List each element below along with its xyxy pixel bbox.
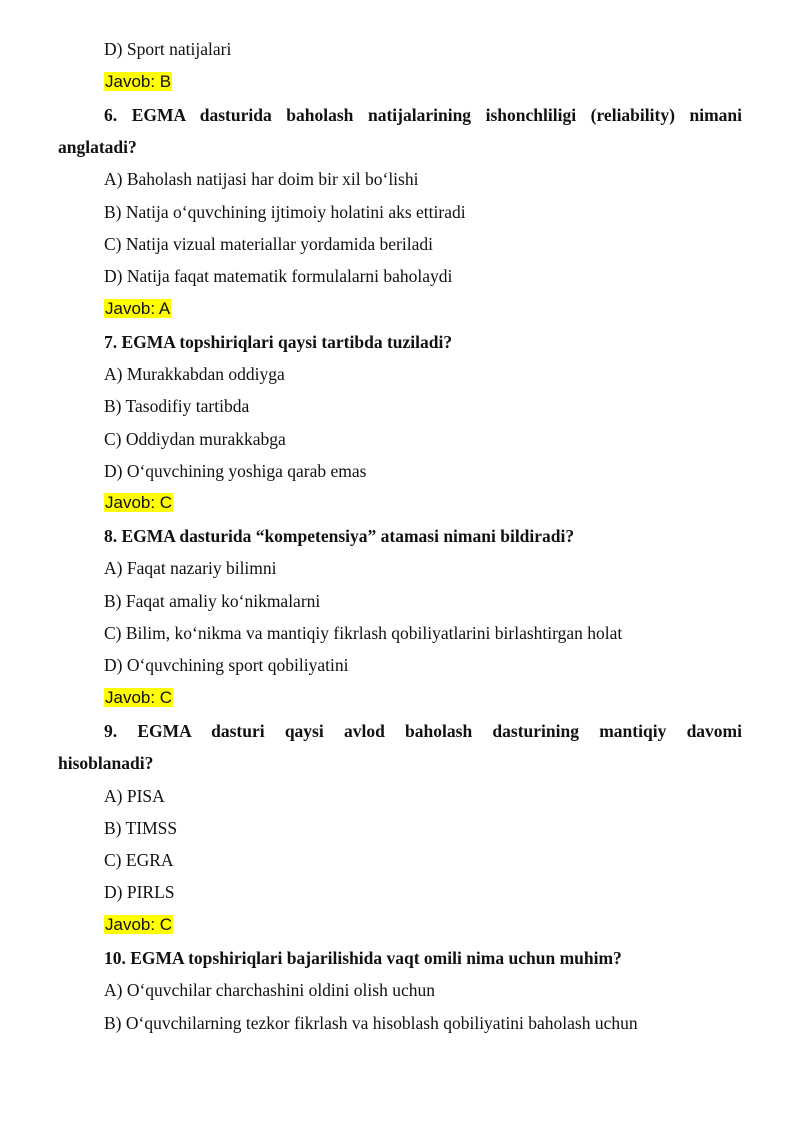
option-b: B) O‘quvchilarning tezkor fikrlash va hisoblash qobiliyatini baholash uchun — [104, 1013, 638, 1033]
question-7: 7. EGMA topshiriqlari qaysi tartibda tuziladi? — [104, 332, 453, 352]
answer-line — [104, 913, 742, 937]
option-a: A) O‘quvchilar charchashini oldini olish uchun — [104, 980, 435, 1000]
question-9-line-2: hisoblanadi? — [58, 753, 154, 773]
question-8: 8. EGMA dasturida “kompetensiya” atamasi nimani bildiradi? — [104, 526, 575, 546]
option-b: B) TIMSS — [104, 818, 178, 838]
option-d: D) PIRLS — [104, 882, 175, 902]
answer-line — [104, 686, 742, 710]
option-c: C) Bilim, ko‘nikma va mantiqiy fikrlash qobiliyatlarini birlashtirgan holat — [104, 623, 623, 643]
option-c: C) Oddiydan murakkabga — [104, 429, 286, 449]
answer-highlight: Javob: B — [105, 72, 172, 91]
answer-highlight: Javob: C — [105, 688, 173, 707]
option-d: D) O‘quvchining yoshiga qarab emas — [104, 461, 367, 481]
question-10: 10. EGMA topshiriqlari bajarilishida vaqt omili nima uchun muhim? — [104, 948, 622, 968]
answer-line — [104, 297, 742, 321]
option-d: D) Sport natijalari — [104, 39, 232, 59]
answer-line — [104, 70, 742, 94]
option-a: A) PISA — [104, 786, 165, 806]
option-a: A) Murakkabdan oddiyga — [104, 364, 285, 384]
answer-highlight: Javob: C — [105, 493, 173, 512]
option-c: C) Natija vizual materiallar yordamida beriladi — [104, 234, 433, 254]
option-a: A) Baholash natijasi har doim bir xil bo‘lishi — [104, 169, 419, 189]
question-6-line-2: anglatadi? — [58, 137, 137, 157]
answer-highlight: Javob: C — [105, 915, 173, 934]
option-b: B) Faqat amaliy ko‘nikmalarni — [104, 591, 321, 611]
question-9-line-1: 9. EGMA dasturi qaysi avlod baholash dasturining mantiqiy davomi — [104, 721, 742, 741]
option-c: C) EGRA — [104, 850, 174, 870]
option-b: B) Tasodifiy tartibda — [104, 396, 250, 416]
question-6-line-1: 6. EGMA dasturida baholash natijalarining ishonchliligi (reliability) nimani — [104, 105, 742, 125]
option-a: A) Faqat nazariy bilimni — [104, 558, 277, 578]
option-d: D) Natija faqat matematik formulalarni baholaydi — [104, 266, 453, 286]
option-b: B) Natija o‘quvchining ijtimoiy holatini aks ettiradi — [104, 202, 466, 222]
option-d: D) O‘quvchining sport qobiliyatini — [104, 655, 349, 675]
answer-highlight: Javob: A — [105, 299, 171, 318]
answer-line — [104, 491, 742, 515]
